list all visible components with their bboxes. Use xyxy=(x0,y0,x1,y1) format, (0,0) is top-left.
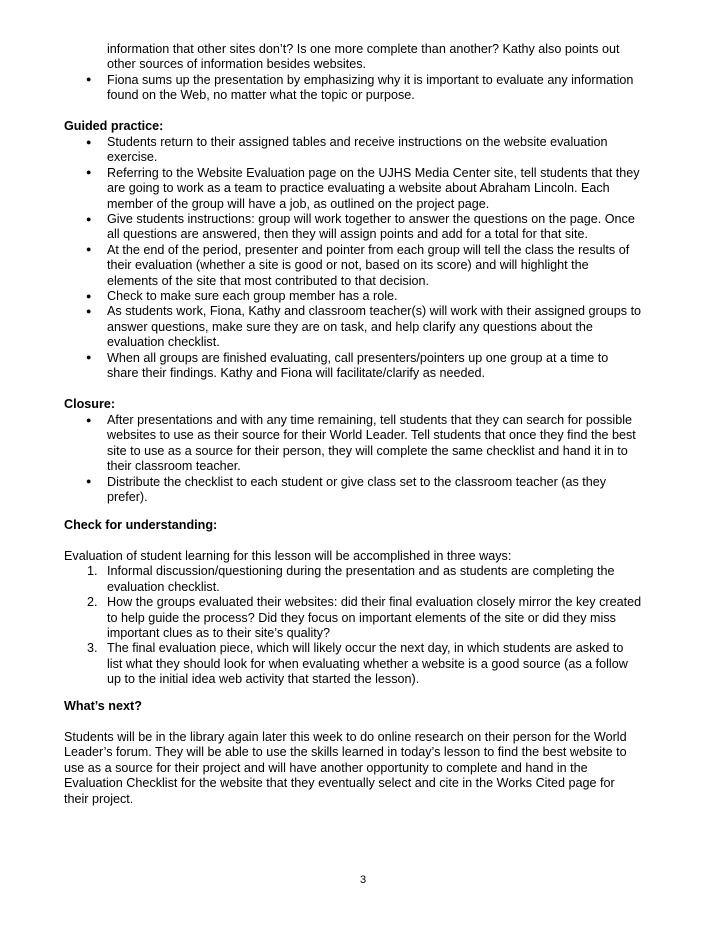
list-item-line: up to the initial idea web activity that started the lesson). xyxy=(107,672,420,687)
list-item-line: their classroom teacher. xyxy=(107,459,241,474)
bullet-marker: ● xyxy=(86,74,92,85)
list-item-line: When all groups are finished evaluating, call presenters/pointers up one group at a time to xyxy=(107,350,609,365)
paragraph-line: Evaluation Checklist for the website that they eventually select and cite in the Works Cited page for xyxy=(64,776,615,791)
bullet-marker: ● xyxy=(86,414,92,425)
paragraph-line: their project. xyxy=(64,791,134,806)
list-item-line: evaluation checklist. xyxy=(107,335,220,350)
body-line: Fiona sums up the presentation by emphasizing why it is important to evaluate any information xyxy=(107,72,634,87)
list-item-line: important clues as to their site’s quality? xyxy=(107,626,331,640)
list-item-line: exercise. xyxy=(107,150,158,165)
bullet-marker: ● xyxy=(86,305,92,316)
list-item-line: As students work, Fiona, Kathy and classroom teacher(s) will work with their assigned groups to xyxy=(107,304,642,319)
bullet-marker: ● xyxy=(86,244,92,255)
list-item-line: How the groups evaluated their websites: did their final evaluation closely mirror the key created xyxy=(107,595,642,610)
paragraph-line: Evaluation of student learning for this lesson will be accomplished in three ways: xyxy=(64,549,512,563)
list-item-line: Students return to their assigned tables and receive instructions on the website evaluation xyxy=(107,135,608,149)
list-item-line: Give students instructions: group will work together to answer the questions on the page. Once xyxy=(107,212,635,226)
list-item-line: At the end of the period, presenter and pointer from each group will tell the class the results of xyxy=(107,242,630,257)
list-item-line: evaluation checklist. xyxy=(107,579,220,594)
list-item-line: Distribute the checklist to each student or give class set to the classroom teacher (as they xyxy=(107,474,607,489)
bullet-marker: ● xyxy=(86,352,92,363)
list-item-line: websites to use as their source for their World Leader. Tell students that once they find the best xyxy=(107,428,636,443)
list-item-line: member of the group will have a job, as outlined on the project page. xyxy=(107,196,490,211)
list-item-line: to help guide the process? Did they focus on important elements of the site or did they miss xyxy=(107,610,616,625)
paragraph-line: use as a source for their project and will have another opportunity to complete and hand in the xyxy=(64,760,588,775)
paragraph-line: Leader’s forum. They will be able to use the skills learned in today’s lesson to find the best website to xyxy=(64,745,627,760)
list-item-line: Referring to the Website Evaluation page on the UJHS Media Center site, tell students that they xyxy=(107,165,640,180)
list-item-line: prefer). xyxy=(107,490,148,504)
section-heading-guided-practice: Guided practice: xyxy=(64,119,164,133)
section-heading-check-for-understanding: Check for understanding: xyxy=(64,518,218,532)
list-item-line: elements of the site that most contributed to that decision. xyxy=(107,273,430,288)
list-item-line: The final evaluation piece, which will likely occur the next day, in which students are asked to xyxy=(107,641,624,656)
list-item-line: share their findings. Kathy and Fiona will facilitate/clarify as needed. xyxy=(107,366,486,380)
body-line: found on the Web, no matter what the topic or purpose. xyxy=(107,88,415,103)
list-item-line: answer questions, make sure they are on task, and help clarify any questions about the xyxy=(107,319,593,334)
body-line: other sources of information besides websites. xyxy=(107,57,367,72)
list-item-line: Informal discussion/questioning during the presentation and as students are completing the xyxy=(107,564,615,579)
section-heading-closure: Closure: xyxy=(64,397,116,411)
list-item-line: all questions are answered, then they will assign points and add for a total for that site. xyxy=(107,227,588,242)
bullet-marker: ● xyxy=(86,213,92,224)
list-number: 2. xyxy=(87,595,98,610)
page-number: 3 xyxy=(360,874,367,886)
body-line: information that other sites don’t? Is one more complete than another? Kathy also points out xyxy=(107,42,620,56)
bullet-marker: ● xyxy=(86,136,92,147)
list-item-line: are going to work as a team to practice evaluating a website about Abraham Lincoln. Each xyxy=(107,181,610,196)
bullet-marker: ● xyxy=(86,290,92,301)
bullet-marker: ● xyxy=(86,167,92,178)
list-item-line: After presentations and with any time remaining, tell students that they can search for possible xyxy=(107,413,633,427)
list-number: 1. xyxy=(87,564,98,579)
list-item-line: their evaluation (whether a site is good or not, based on its score) and will highlight the xyxy=(107,258,589,273)
section-heading-whats-next: What’s next? xyxy=(64,699,142,713)
list-item-line: list what they should look for when evaluating whether a website is a good source (as a follow xyxy=(107,656,628,671)
list-item-line: site to use as a source for their person, they will complete the same checklist and hand it in to xyxy=(107,443,628,458)
bullet-marker: ● xyxy=(86,476,92,487)
list-item-line: Check to make sure each group member has a role. xyxy=(107,289,398,303)
list-number: 3. xyxy=(87,641,98,656)
paragraph-line: Students will be in the library again later this week to do online research on their person for the World xyxy=(64,730,627,744)
